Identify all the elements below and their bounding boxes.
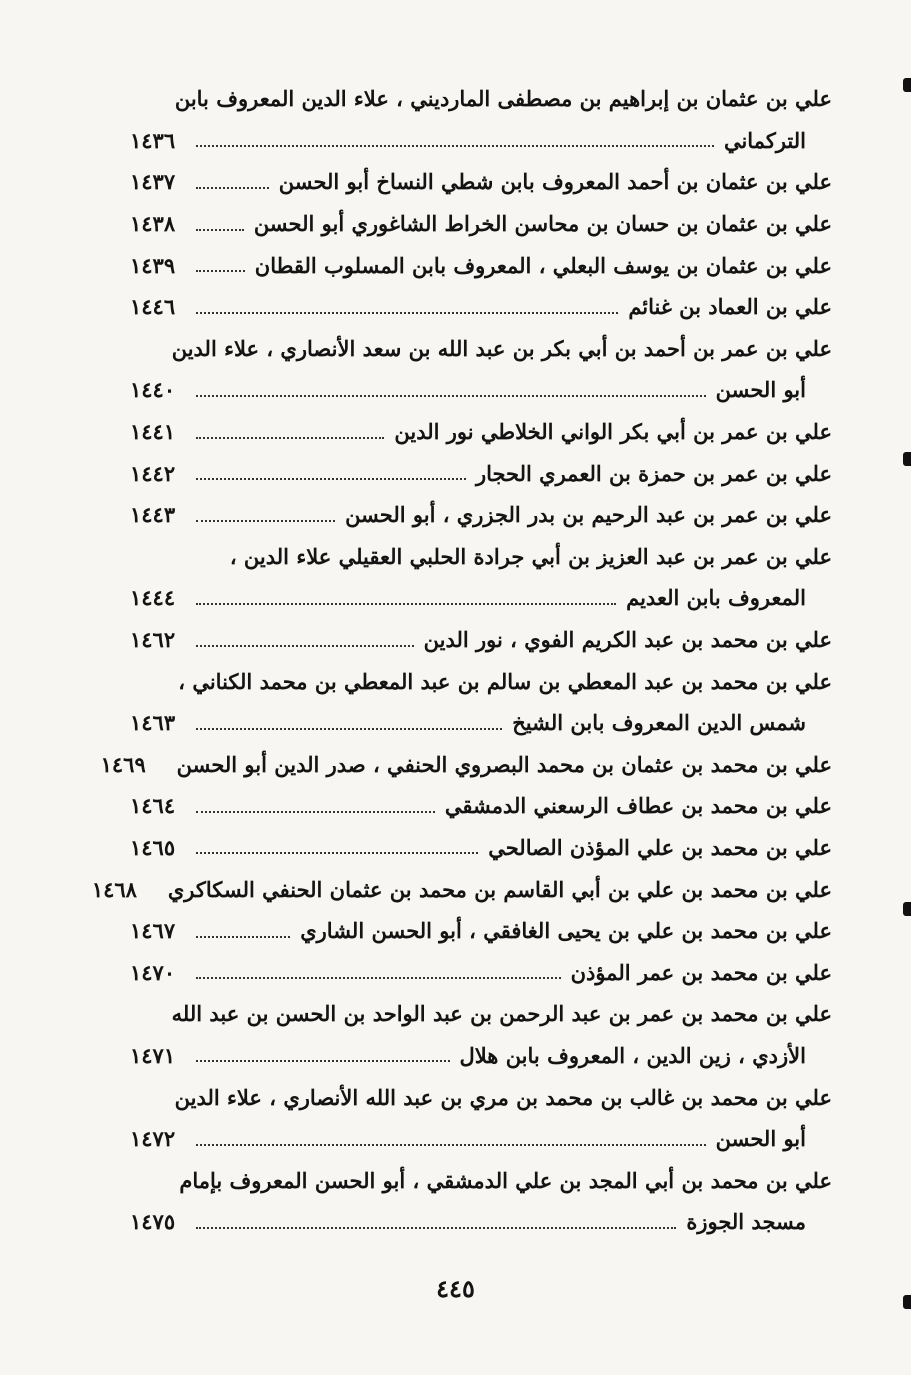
entry-page-number: ١٤٣٦ [130, 127, 176, 153]
entry-line [130, 78, 832, 120]
entry-name-text: أبو الحسن [715, 377, 806, 403]
entry-page-number: ١٤٣٧ [130, 169, 176, 195]
entry-name-text: علي بن محمد بن علي بن يحيى الغافقي ، أبو الحسن الشاري [300, 918, 832, 944]
entry-page-number: ١٤٧٢ [130, 1126, 176, 1152]
index-entry [130, 619, 832, 661]
entry-name-text: علي بن عمر بن أحمد بن أبي بكر بن عبد الله بن سعد الأنصاري ، علاء الدين [171, 335, 832, 361]
index-entry [130, 951, 832, 993]
entry-page-number: ١٤٣٩ [130, 252, 176, 278]
entry-name-text: علي بن عثمان بن حسان بن محاسن الخراط الشاغوري أبو الحسن [253, 211, 832, 237]
dot-leader [196, 437, 384, 439]
entry-line [130, 494, 832, 536]
entry-page-number: ١٤٤٦ [130, 294, 176, 320]
entry-line [130, 951, 832, 993]
dot-leader [196, 145, 714, 147]
entry-page-number: ١٤٤٢ [130, 460, 176, 486]
entry-page-number: ١٤٣٨ [130, 211, 176, 237]
entry-line [130, 286, 832, 328]
entry-line [130, 1201, 832, 1243]
index-entry [130, 785, 832, 827]
entry-line [130, 1035, 832, 1077]
entry-page-number: ١٤٦٥ [130, 834, 176, 860]
entry-name-text: مسجد الجوزة [686, 1209, 806, 1235]
index-entry [130, 78, 832, 161]
entry-line [130, 161, 832, 203]
entry-line [100, 744, 832, 786]
index-entry [130, 411, 832, 453]
dot-leader [196, 977, 561, 979]
entry-name-text: أبو الحسن [715, 1126, 806, 1152]
entry-name-text: علي بن العماد بن غنائم [628, 294, 832, 320]
entry-line [130, 369, 832, 411]
entry-line [130, 577, 832, 619]
margin-mark [903, 902, 911, 916]
entry-line [130, 536, 832, 578]
dot-leader [196, 1060, 450, 1062]
entry-name-text: علي بن عثمان بن يوسف البعلي ، المعروف بابن المسلوب القطان [254, 252, 832, 278]
entry-line [130, 619, 832, 661]
index-entry [130, 993, 832, 1076]
index-entry [130, 1159, 832, 1242]
entry-page-number: ١٤٤٠ [130, 377, 176, 403]
entry-line [130, 660, 832, 702]
index-entry [130, 827, 832, 869]
entry-name-text: علي بن عمر بن أبي بكر الواني الخلاطي نور الدين [394, 419, 832, 445]
index-entry [100, 744, 832, 786]
index-entry [130, 660, 832, 743]
entry-name-text: علي بن محمد بن عمر المؤذن [570, 959, 832, 985]
index-entry [130, 203, 832, 245]
dot-leader [196, 187, 269, 189]
entry-name-text: علي بن محمد بن عمر بن عبد الرحمن بن عبد الواحد بن الحسن بن عبد الله [171, 1001, 832, 1027]
entry-name-text: علي بن عمر بن عبد الرحيم بن بدر الجزري ، أبو الحسن [345, 502, 832, 528]
index-entry [130, 536, 832, 619]
entry-page-number: ١٤٦٤ [130, 793, 176, 819]
entry-name-text: علي بن محمد بن غالب بن محمد بن مري بن عبد الله الأنصاري ، علاء الدين [174, 1084, 832, 1110]
entry-name-text: علي بن محمد بن عبد المعطي بن سالم بن عبد المعطي بن محمد الكناني ، [178, 668, 832, 694]
entry-page-number: ١٤٦٢ [130, 627, 176, 653]
entry-line [130, 1118, 832, 1160]
entry-name-text: علي بن عمر بن عبد العزيز بن أبي جرادة الحلبي العقيلي علاء الدين ، [229, 543, 832, 569]
index-entry [130, 452, 832, 494]
entry-line [130, 411, 832, 453]
entry-line [130, 452, 832, 494]
page-number: ٤٤٥ [436, 1274, 475, 1303]
entry-line [91, 868, 832, 910]
dot-leader [196, 603, 616, 605]
entry-name-text: المعروف بابن العديم [626, 585, 806, 611]
entry-page-number: ١٤٤٤ [130, 585, 176, 611]
entry-line [130, 993, 832, 1035]
dot-leader [196, 645, 414, 647]
entry-line [130, 702, 832, 744]
dot-leader [196, 1227, 676, 1229]
entry-name-text: علي بن عثمان بن إبراهيم بن مصطفى الماردیني ، علاء الدين المعروف بابن [174, 86, 832, 112]
entry-page-number: ١٤٦٨ [91, 876, 137, 902]
dot-leader [196, 395, 706, 397]
entry-page-number: ١٤٤١ [130, 419, 176, 445]
dot-leader [196, 1144, 706, 1146]
entry-line [130, 203, 832, 245]
index-entry [130, 161, 832, 203]
entry-line [130, 785, 832, 827]
dot-leader [196, 811, 435, 813]
index-entry [130, 244, 832, 286]
entry-line [130, 244, 832, 286]
margin-mark [903, 452, 911, 466]
entry-line [130, 827, 832, 869]
entry-name-text: علي بن محمد بن عثمان بن محمد البصروي الحنفي ، صدر الدين أبو الحسن [176, 751, 832, 777]
entry-line [130, 1159, 832, 1201]
entry-name-text: علي بن محمد بن عبد الكريم الفوي ، نور الدين [423, 627, 832, 653]
entry-page-number: ١٤٤٣ [130, 502, 176, 528]
dot-leader [196, 312, 618, 314]
entry-name-text: التركماني [723, 127, 806, 153]
entry-page-number: ١٤٦٩ [100, 751, 146, 777]
index-entry [130, 494, 832, 536]
entry-page-number: ١٤٦٣ [130, 710, 176, 736]
entry-line [130, 120, 832, 162]
index-entry [130, 328, 832, 411]
entry-name-text: علي بن محمد بن علي المؤذن الصالحي [488, 834, 832, 860]
entry-name-text: علي بن عثمان بن أحمد المعروف بابن شطي النساخ أبو الحسن [278, 169, 832, 195]
margin-mark [903, 78, 911, 92]
dot-leader [196, 852, 478, 854]
index-entry [91, 868, 832, 910]
entry-page-number: ١٤٧٥ [130, 1209, 176, 1235]
entry-name-text: الأزدي ، زين الدين ، المعروف بابن هلال [459, 1042, 806, 1068]
index-entry [130, 286, 832, 328]
entry-page-number: ١٤٧١ [130, 1042, 176, 1068]
dot-leader [196, 270, 245, 272]
entry-line [130, 328, 832, 370]
index-entry [130, 1076, 832, 1159]
entry-line [130, 910, 832, 952]
entry-line [130, 1076, 832, 1118]
index-entry [130, 910, 832, 952]
entry-name-text: علي بن عمر بن حمزة بن العمري الحجار [475, 460, 832, 486]
margin-mark [903, 1295, 911, 1309]
entry-name-text: علي بن محمد بن أبي المجد بن علي الدمشقي ، أبو الحسن المعروف بإمام [179, 1167, 832, 1193]
entry-name-text: شمس الدين المعروف بابن الشيخ [512, 710, 806, 736]
entry-page-number: ١٤٦٧ [130, 918, 176, 944]
dot-leader [196, 478, 466, 480]
dot-leader [196, 229, 244, 231]
entry-name-text: علي بن محمد بن علي بن أبي القاسم بن محمد بن عثمان الحنفي السكاكري [167, 876, 832, 902]
dot-leader [196, 936, 290, 938]
index-entries [91, 78, 832, 1243]
entry-page-number: ١٤٧٠ [130, 959, 176, 985]
entry-name-text: علي بن محمد بن عطاف الرسعني الدمشقي [444, 793, 832, 819]
dot-leader [196, 728, 502, 730]
dot-leader [196, 520, 335, 522]
